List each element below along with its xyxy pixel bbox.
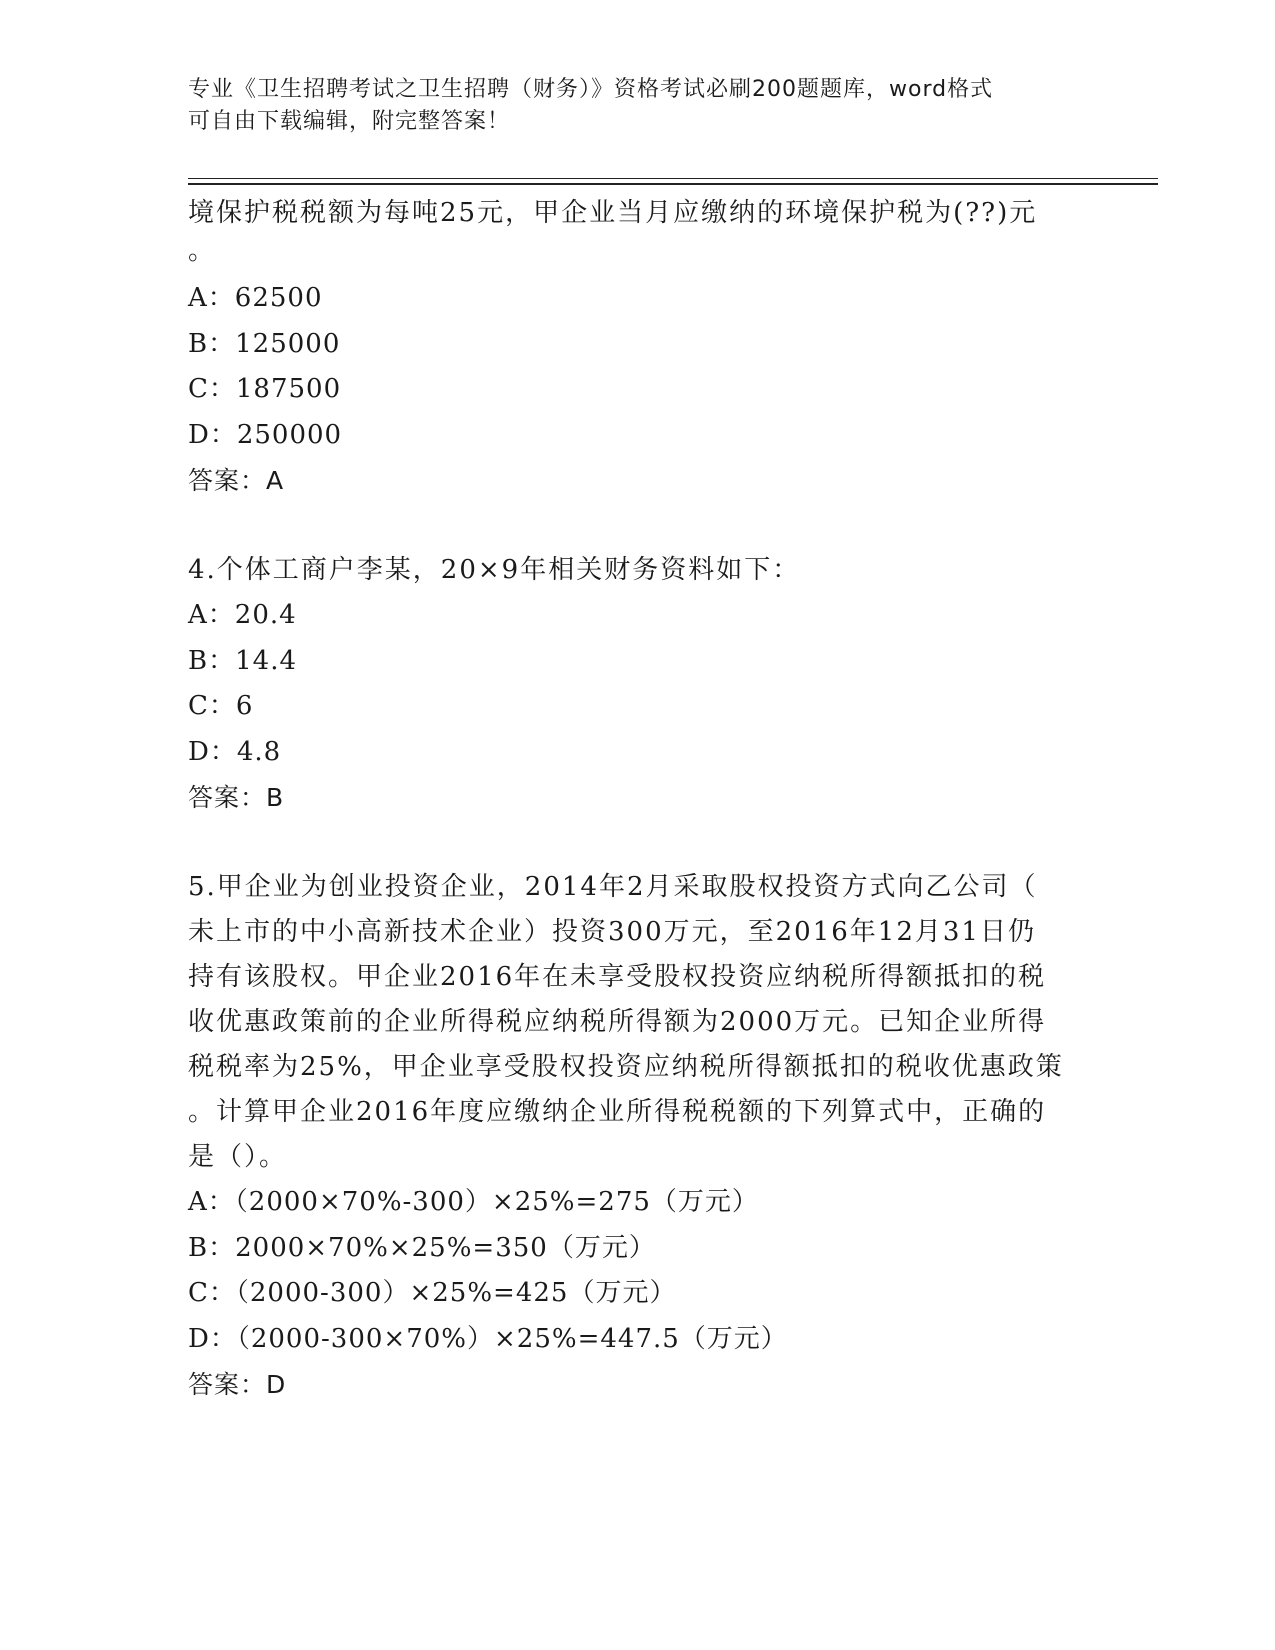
- question-stem-line: 。计算甲企业2016年度应缴纳企业所得税税额的下列算式中，正确的: [188, 1097, 1047, 1127]
- option-a: A：（2000×70%-300）×25%=275（万元）: [188, 1187, 759, 1217]
- option-a: A：62500: [188, 283, 323, 313]
- option-d: D：250000: [188, 419, 343, 450]
- question-stem-line: 是（）。: [188, 1142, 288, 1172]
- question-stem-line: 收优惠政策前的企业所得税应纳税所得额为2000万元。已知企业所得: [188, 1007, 1047, 1037]
- question-stem-line: 税税率为25%，甲企业享受股权投资应纳税所得额抵扣的税收优惠政策: [188, 1052, 1064, 1082]
- question-4: [188, 548, 1088, 820]
- spacer: [188, 820, 1088, 865]
- spacer: [188, 503, 1088, 548]
- question-content: [188, 190, 1088, 1407]
- header-title-line-1: 专业《卫生招聘考试之卫生招聘（财务）》资格考试必刷200题题库，word格式: [188, 77, 994, 102]
- document-header: [188, 74, 1078, 138]
- option-d: D：（2000-300×70%）×25%=447.5（万元）: [188, 1323, 788, 1354]
- answer-label: 答案：B: [188, 783, 285, 812]
- question-3-fragment: [188, 190, 1088, 503]
- question-stem: 4.个体工商户李某，20×9年相关财务资料如下：: [188, 555, 801, 585]
- question-stem-line: 5.甲企业为创业投资企业，2014年2月采取股权投资方式向乙公司（: [188, 872, 1038, 902]
- header-rule-thin: [188, 178, 1158, 179]
- option-c: C：187500: [188, 374, 342, 404]
- option-c: C：（2000-300）×25%=425（万元）: [188, 1278, 677, 1308]
- option-c: C：6: [188, 691, 254, 721]
- option-d: D：4.8: [188, 736, 282, 767]
- question-stem-line: 持有该股权。甲企业2016年在未享受股权投资应纳税所得额抵扣的税: [188, 962, 1047, 992]
- answer-label: 答案：D: [188, 1370, 287, 1399]
- option-b: B：14.4: [188, 645, 297, 676]
- option-b: B：125000: [188, 328, 341, 359]
- option-a: A：20.4: [188, 600, 297, 630]
- header-title-line-2: 可自由下载编辑，附完整答案！: [188, 109, 511, 134]
- answer-label: 答案：A: [188, 466, 285, 495]
- header-rule-thick: [188, 183, 1158, 185]
- question-stem-line: 未上市的中小高新技术企业）投资300万元，至2016年12月31日仍: [188, 917, 1036, 947]
- question-text-line: 。: [188, 236, 217, 266]
- question-5: [188, 865, 1088, 1407]
- option-b: B：2000×70%×25%=350（万元）: [188, 1232, 656, 1263]
- question-text-line: 境保护税税额为每吨25元，甲企业当月应缴纳的环境保护税为(??)元: [188, 198, 1038, 228]
